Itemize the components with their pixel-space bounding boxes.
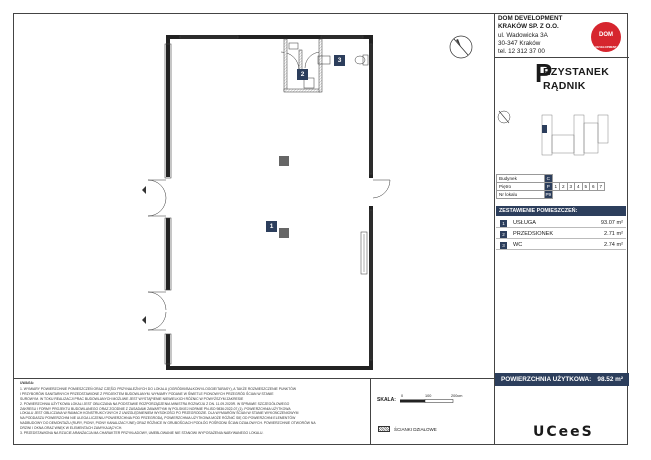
dom-development-logo [591,22,621,52]
room-badge-1: 1 [266,221,277,232]
building-label: Budynek [497,175,545,183]
note-line: ZAKRESU I FORMY PROJEKTU BUDOWLANEGO ORAZ ZGODNIE Z ZASADAMI ZAWARTYMI W POLSKIEJ NORMIE PN-ISO 9836:2022-07 (1). POWIERZCHNIA UŻYTKOWA [20,406,291,411]
note-line: NA PODDASZU POWIERZCHNI NIE ULEGA LICZENIU POWIERZCHNIA POD PRZEGRODĄ. POWIERZCHNIA UŻYTKOWA MOŻE RÓŻNIĆ SIĘ OD POWIERZCHNI ELEMENTÓW [20,416,296,421]
company-address [498,15,562,56]
note-line: NADBUDOWY DO DEMONTAŻU (RURY, PIONY, PIONY KANALIZACYJNE) ORAZ RÓŻNICE W GRUBOŚCIACH PODŁÓG POŚRODNI ŚCIAN DZIAŁOWYCH. POWIERZCHNIE OTWORÓW NA [20,421,316,426]
note-line: 3. PRZEDSTAWIONA NA RZUCIE ARANŻACJA MA CHARAKTER PRZYKŁADOWY, UMEBLOWANIE NIE STANOWI WYPOSAŻENIA NABYWANEGO LOKALU. [20,431,264,436]
list-item [496,229,626,239]
project-logo-line2: RĄDNIK [543,80,586,92]
scale-tick: 0 [401,394,404,398]
company-city: 30-347 Kraków [498,39,541,47]
table-row [497,183,605,191]
room-number: 3 [500,242,507,249]
room-area: 2.74 m² [604,242,623,248]
floor-cell: 1 [552,183,560,191]
notes-block [20,381,360,436]
floor-cell: 5 [582,183,590,191]
doors [148,52,390,330]
unit-label: Nr lokalu [497,191,545,199]
floor-label: Piętro [497,183,545,191]
room-name: PRZEDSIONEK [513,231,554,237]
room-number: 1 [500,220,507,227]
walls-legend-label: ŚCIANKI DZIAŁOWE [394,427,437,432]
scale-bar [400,399,460,404]
floor-cell: 3 [567,183,575,191]
note-line: DRZWI I OKNA ORAZ WNĘK W ELEMENTACH ZAMYKAJĄCYCH. [20,426,123,431]
project-logo-line1: RZYSTANEK [543,66,610,78]
rooms-heading: ZESTAWIENIE POMIESZCZEŃ: [496,206,626,216]
logo-text: DOM [599,32,613,38]
windows [165,36,372,364]
unit-cell: P9 [545,192,552,197]
floor-cell: P [545,183,553,191]
header-separator [495,57,629,58]
room-area: 2.71 m² [604,231,623,237]
room-number: 2 [500,231,507,238]
company-name: DOM DEVELOPMENT [498,15,563,22]
room-area: 93.07 m² [600,220,623,226]
list-item [496,240,626,250]
ucees-logo: UCeeS [533,424,594,440]
total-area-label: POWIERZCHNIA UŻYTKOWA: [501,376,592,383]
columns [279,156,289,238]
total-area-value: 98.52 m² [597,376,623,383]
site-plan [496,105,628,169]
floor-cell: 2 [560,183,568,191]
logo-subtext: DEVELOPMENT [595,45,617,49]
notes-heading: UWAGA: [20,381,35,385]
floor-cell: 7 [597,183,605,191]
project-logo-initial: P [535,58,553,88]
floor-cell: 6 [590,183,598,191]
walls-legend-swatch [378,426,390,432]
company-phone: tel. 12 312 37 00 [498,48,545,56]
table-row [497,191,605,199]
total-area-bar [495,373,629,386]
room-name: USŁUGA [513,220,537,226]
room-badge-3: 3 [334,55,345,66]
note-line: LOKALU JEST OBLICZANA W RAMACH KONSTRUKCYJNYCH Z UWZGLĘDNIENIEM WYSOKOŚCI PO PRZEGRODZIE. DLA WYMIARÓW ŚCIAN W STANIE WYKOŃCZENIOWYM [20,411,299,416]
room-badge-2: 2 [297,69,308,80]
building-cell: C [545,175,553,183]
note-line: SUROWYM. W TOKU REALIZACJI PRAC BUDOWLANYCH MOŻLIWE JEST WYSTĄPIENIE NIEWIELKICH RÓŻNIC W POWYŻSZYM ZAKRESIE [20,396,244,401]
scale-tick: 200cm [451,394,463,398]
compass-icon [448,34,474,60]
table-row [497,175,605,183]
company-name-2: KRAKÓW SP. Z O.O. [498,23,559,31]
note-line: I PRZYBORÓW SANITARNYCH PRZEDSTAWIONE Z PROJEKTEM BUDOWLANYM. WYMIARY PODANE W ŚWIETLE PIONOWYCH PRZEGRÓD ŚCIAN W STANIE [20,391,274,396]
note-line: 1. WYMIARY POWIERZCHNIE POMIESZCZEŃ ORAZ CZĘŚCI PRZYNALEŻNYCH DO LOKALU (OGRÓDKI/BALKONY/LOGGIE/TARASY), A TAKŻE ROZMIESZCZENIE PUNKTÓW [20,386,297,391]
note-line: 2. POWIERZCHNIA UŻYTKOWA LOKALI JEST OBLICZANA NA PODSTAWIE ROZPORZĄDZENIA MINISTRA ROZWOJU Z DN. 11.09.2020R. W SPRAWIE SZCZEGÓŁOWEGO [20,401,290,406]
info-table [496,174,605,199]
floor-cell: 4 [575,183,583,191]
company-street: ul. Wadowicka 3A [498,31,548,39]
exterior-walls [166,35,373,370]
list-item [496,218,626,228]
notes-divider [13,378,495,379]
scale-tick: 100 [425,394,432,398]
wc-walls [284,39,322,92]
scale-divider [370,378,371,445]
room-name: WC [513,242,523,248]
scale-label: SKALA: [377,397,396,403]
